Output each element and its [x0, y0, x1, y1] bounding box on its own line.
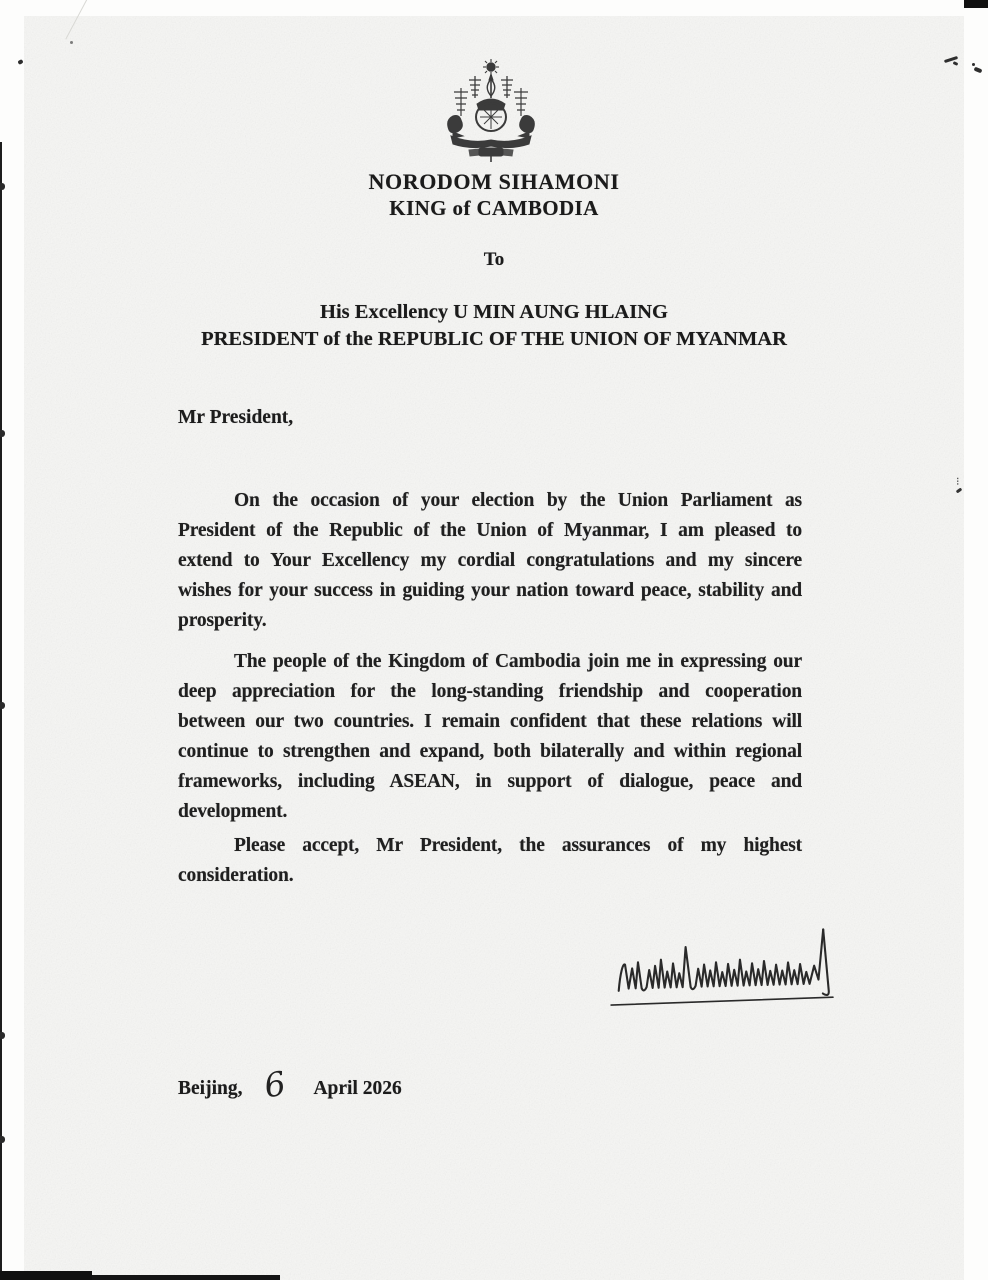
to-label: To: [483, 249, 505, 270]
paragraph-2: The people of the Kingdom of Cambodia join me in expressing our deep appreciation for the long-standing friendship and cooperation between our two countries. I remain confident that these relations will continue to strengthen and expand, both bilaterally and within regional frameworks, including ASEAN, in support of dialogue, peace and development.: [178, 651, 802, 822]
recipient-title: PRESIDENT of the REPUBLIC OF THE UNION OF MYANMAR: [201, 328, 787, 350]
margin-pen-mark: ⁝: [956, 478, 962, 492]
scan-edge-bar-top-right: [964, 0, 988, 8]
scan-edge-tick: [0, 430, 5, 437]
letterhead-name: NORODOM SIHAMONI: [368, 169, 620, 194]
handwritten-day: 6: [261, 1063, 290, 1106]
ink-speck: [974, 67, 983, 74]
salutation: Mr President,: [178, 407, 294, 428]
dateline-date: April 2026: [313, 1078, 402, 1099]
scan-edge-tick: [0, 702, 5, 709]
paragraph-3: Please accept, Mr President, the assurances of my highest consideration.: [178, 835, 802, 886]
ink-speck: [70, 41, 73, 44]
royal-signature: [601, 913, 851, 1011]
cambodia-royal-arms-icon: [439, 58, 543, 166]
ink-speck: [972, 63, 975, 66]
dateline-place: Beijing,: [178, 1078, 243, 1099]
scan-edge-tick: [0, 1032, 5, 1039]
scan-edge-tick: [0, 1136, 5, 1143]
letterhead-title: KING of CAMBODIA: [389, 196, 599, 220]
paragraph-1: On the occasion of your election by the Union Parliament as President of the Republic of the Union of Myanmar, I am pleased to extend to Your Excellency my cordial congratulations and my sincere wishes for your success in guiding your nation toward peace, stability and prosperity.: [178, 490, 802, 631]
dateline: [178, 1063, 402, 1106]
recipient-name: His Excellency U MIN AUNG HLAING: [320, 301, 668, 323]
scan-edge-bar-bottom-corner: [0, 1271, 92, 1280]
ink-speck: [17, 59, 23, 65]
